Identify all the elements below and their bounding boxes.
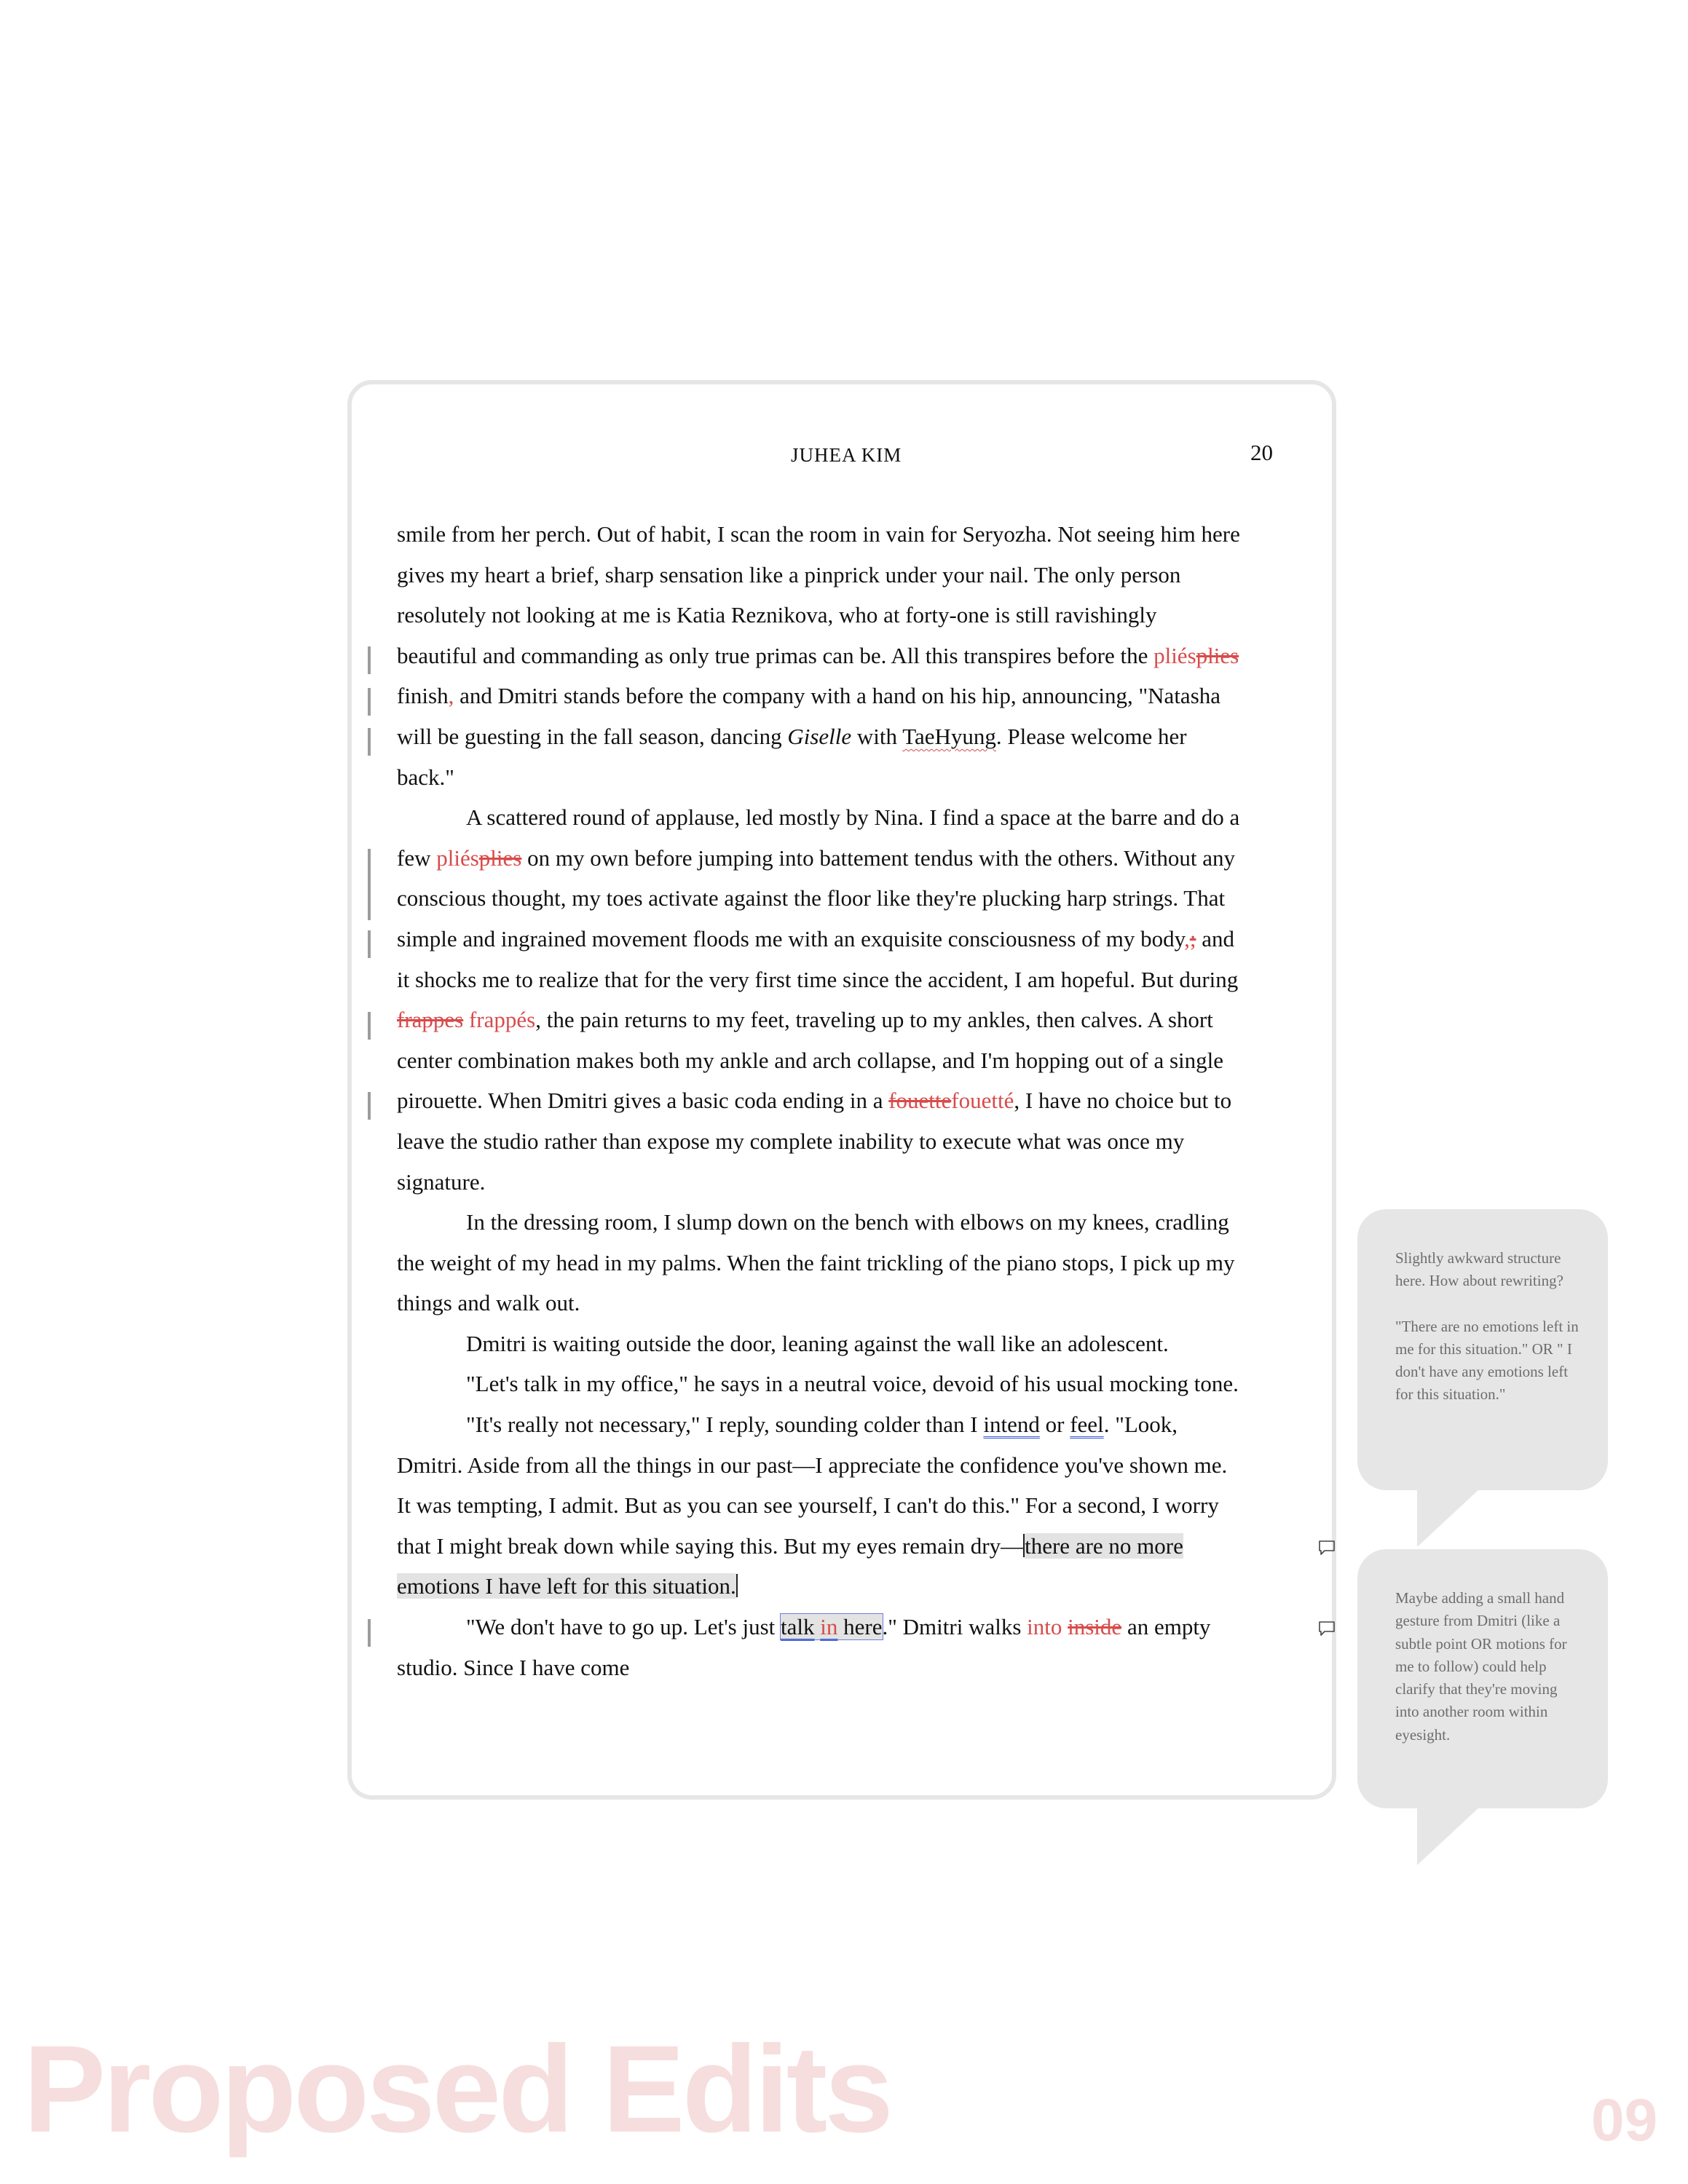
insertion-edit[interactable]: fouetté [951,1088,1014,1114]
deletion-edit[interactable]: frappes [397,1007,464,1033]
text-line: it shocks me to realize that for the very first time since the accident, I am hopeful. But during [397,966,1239,992]
text-line: things and walk out. [397,1290,580,1316]
grammar-flag[interactable]: intend [983,1412,1040,1438]
spelling-flag[interactable]: TaeHyung [902,723,996,749]
commented-text-highlight[interactable]: emotions I have left for this situation. [397,1573,736,1599]
insertion-edit[interactable]: pliés [1153,642,1196,668]
comment-text: "There are no emotions left in me for this situation." OR " I don't have any emotions left for this situation." [1395,1317,1579,1404]
commented-text-highlight[interactable]: talk in here [781,1614,883,1640]
text-line: "It's really not necessary," I reply, sounding colder than I intend or feel. "Look, [466,1412,1178,1438]
text-line: "Let's talk in my office," he says in a neutral voice, devoid of his usual mocking tone. [466,1371,1239,1397]
text-line: leave the studio rather than expose my complete inability to execute what was once my [397,1128,1185,1154]
change-bar [368,1619,371,1647]
slide-number: 09 [1591,2087,1658,2153]
text-line: resolutely not looking at me is Katia Reznikova, who at forty-one is still ravishingly [397,602,1157,628]
change-bar [368,849,371,920]
change-bar [368,688,371,716]
comment-icon[interactable] [1318,1540,1336,1556]
comment-bubble[interactable] [1357,1209,1608,1490]
comment-icon[interactable] [1318,1621,1336,1637]
comment-anchor-end [736,1574,738,1597]
commented-text-highlight[interactable]: there are no more [1025,1532,1183,1559]
text-line: simple and ingrained movement floods me with an exquisite consciousness of my body,; and [397,925,1234,951]
text-line: will be guesting in the fall season, dancing Giselle with TaeHyung. Please welcome her [397,723,1187,749]
insertion-edit[interactable]: into [1027,1614,1062,1640]
deletion-edit[interactable]: plies [478,844,522,871]
text-line: gives my heart a brief, sharp sensation like a pinprick under your nail. The only person [397,561,1181,587]
text-line: conscious thought, my toes activate against the floor like they're plucking harp strings. That [397,885,1226,911]
text-line: beautiful and commanding as only true primas can be. All this transpires before the pliésplies [397,642,1239,668]
text-line: that I might break down while saying this. But my eyes remain dry—there are no more [397,1532,1183,1559]
comment-bubble[interactable] [1357,1549,1608,1808]
comment-text: Maybe adding a small hand gesture from Dmitri (like a subtle point OR motions for me to follow) could help clarify that they're moving into another room within eyesight. [1395,1589,1567,1744]
grammar-flag[interactable]: feel [1070,1412,1104,1438]
text-line: few pliésplies on my own before jumping into battement tendus with the others. Without any [397,844,1236,871]
text-line: frappes frappés, the pain returns to my feet, traveling up to my ankles, then calves. A short [397,1007,1213,1033]
insertion-edit[interactable]: , [1184,925,1190,951]
italic-title: Giselle [787,723,852,749]
change-bar [368,728,371,756]
text-line: finish, and Dmitri stands before the company with a hand on his hip, announcing, "Natasha [397,683,1221,709]
text-line: studio. Since I have come [397,1654,630,1680]
slide-title: Proposed Edits [23,2020,891,2159]
manuscript-body [397,514,1289,1688]
page-number: 20 [1250,440,1273,465]
running-head-author: JUHEA KIM [791,444,902,466]
deletion-edit[interactable]: fouette [888,1088,952,1114]
deletion-edit[interactable]: plies [1196,642,1239,668]
text-line: It was tempting, I admit. But as you can see yourself, I can't do this." For a second, I worry [397,1492,1219,1519]
deletion-edit[interactable]: inside [1068,1614,1122,1640]
deletion-edit[interactable]: ; [1189,925,1196,951]
text-line: signature. [397,1168,486,1195]
change-bar [368,930,371,958]
change-bar [368,646,371,674]
change-bar [368,1012,371,1040]
comment-bubble-tail [1417,1489,1480,1547]
text-line: center combination makes both my ankle and arch collapse, and I'm hopping out of a single [397,1047,1224,1073]
text-line: In the dressing room, I slump down on the bench with elbows on my knees, cradling [466,1209,1229,1235]
text-line: pirouette. When Dmitri gives a basic coda ending in a fouettefouetté, I have no choice but to [397,1088,1232,1114]
insertion-edit: in [820,1614,838,1640]
text-line: back." [397,764,454,790]
comment-text: Slightly awkward structure here. How about rewriting? [1395,1249,1563,1290]
insertion-edit[interactable]: pliés [436,844,479,871]
text-line: A scattered round of applause, led mostly by Nina. I find a space at the barre and do a [466,804,1240,831]
insertion-edit[interactable]: , [448,683,454,709]
text-line: smile from her perch. Out of habit, I scan the room in vain for Seryozha. Not seeing him here [397,521,1240,547]
text-line: the weight of my head in my palms. When the faint trickling of the piano stops, I pick up my [397,1249,1235,1275]
text-line [397,1566,1289,1607]
text-line: Dmitri is waiting outside the door, leaning against the wall like an adolescent. [466,1330,1169,1356]
text-line: Dmitri. Aside from all the things in our past—I appreciate the confidence you've shown me. [397,1452,1228,1478]
change-bar [368,1092,371,1120]
insertion-edit[interactable]: frappés [468,1007,536,1033]
comment-bubble-tail [1417,1807,1480,1865]
text-line: "We don't have to go up. Let's just talk in here." Dmitri walks into inside an empty [466,1614,1211,1640]
